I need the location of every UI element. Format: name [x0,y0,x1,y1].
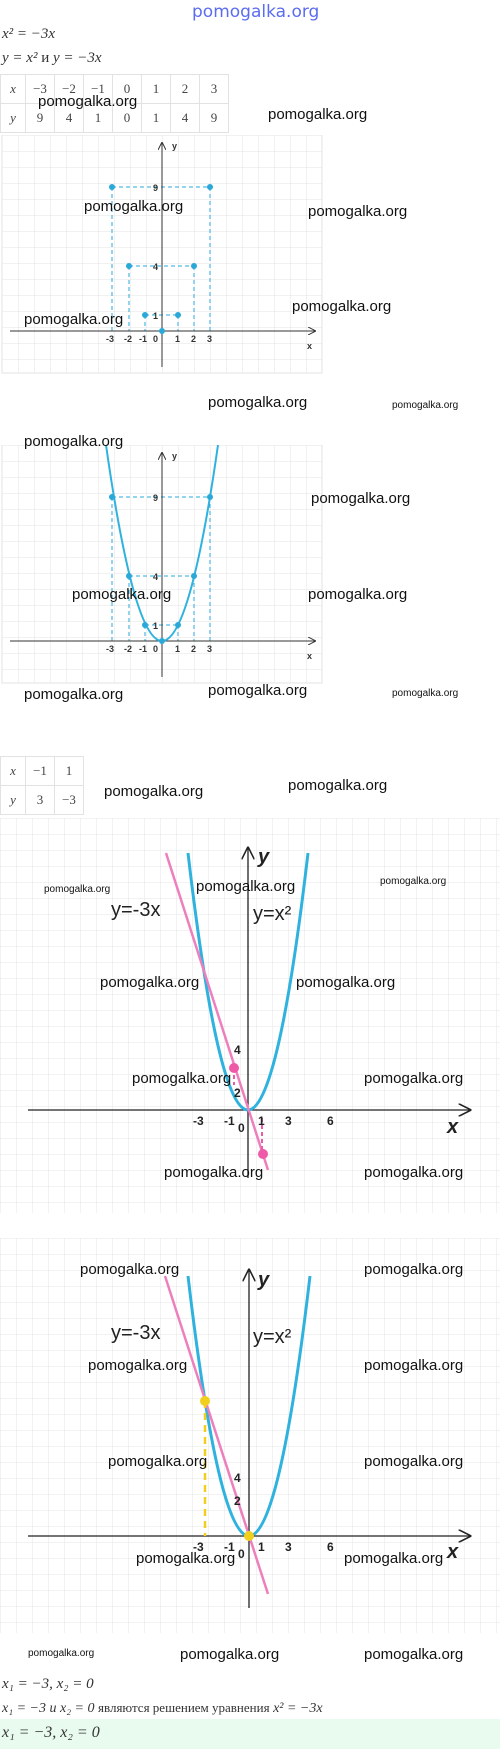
tick-label: 3 [207,644,213,654]
tick-label: 0 [238,1121,245,1135]
table-cell: 9 [26,104,55,133]
watermark: pomogalka.org [38,93,138,110]
tick-label: 3 [207,334,213,344]
table-row [1,757,84,786]
watermark: pomogalka.org [108,1453,208,1470]
table-cell: 3 [200,75,229,104]
watermark: pomogalka.org [28,1648,95,1659]
tick-label: 0 [153,644,159,654]
tick-label: -2 [124,334,133,344]
watermark: pomogalka.org [364,1646,464,1663]
tick-label: 1 [153,311,159,321]
watermark: pomogalka.org [24,311,124,328]
watermark: pomogalka.org [308,203,408,220]
axis-label-y: y [258,1269,270,1291]
tick-label: 1 [175,644,181,654]
watermark: pomogalka.org [364,1261,464,1278]
watermark: pomogalka.org [268,106,368,123]
axis-label-x: x [307,651,313,661]
watermark: pomogalka.org [84,198,184,215]
tick-label: 6 [327,1540,334,1554]
solution-roots-inline: x₁ = −3 и x₂ = 0 [2,1701,95,1716]
tick-label: 4 [153,572,159,582]
axis-label-y: y [172,451,178,461]
watermark: pomogalka.org [196,878,296,895]
tick-label: 2 [234,1086,241,1100]
table-cell: 1 [55,757,84,786]
tick-label: 1 [175,334,181,344]
watermark: pomogalka.org [311,490,411,507]
table-cell: −2 [55,75,84,104]
tick-label: 1 [258,1540,265,1554]
watermark: pomogalka.org [344,1550,444,1567]
tick-label: 2 [191,334,197,344]
functions-line [2,50,102,67]
tick-label: 0 [153,334,159,344]
watermark: pomogalka.org [208,682,308,699]
table-cell: −3 [55,786,84,815]
tick-label: 1 [153,621,159,631]
table-cell: 4 [171,104,200,133]
table-header-x: x [1,757,26,786]
table-cell: 9 [200,104,229,133]
axis-label-x: x [447,1541,459,1563]
tick-label: 1 [258,1114,265,1128]
graph-parabola-curve [0,445,325,685]
tick-label: 9 [153,493,159,503]
tick-label: -1 [224,1540,235,1554]
watermark: pomogalka.org [292,298,392,315]
watermark: pomogalka.org [80,1261,180,1278]
watermark: pomogalka.org [132,1070,232,1087]
tick-label: 9 [153,183,159,193]
function-line: y = −3x [52,50,102,66]
tick-label: 2 [191,644,197,654]
axis-label-x: x [307,341,313,351]
watermark: pomogalka.org [100,974,200,991]
watermark: pomogalka.org [44,884,111,895]
watermark: pomogalka.org [392,400,459,411]
tick-label: 2 [234,1494,241,1508]
table-header-x: x [1,75,26,104]
watermark: pomogalka.org [88,1357,188,1374]
graph-parabola-points [0,135,325,375]
equation: x² = −3x [2,26,56,42]
tick-label: 0 [238,1547,245,1561]
table-row [1,786,84,815]
watermark: pomogalka.org [296,974,396,991]
watermark: pomogalka.org [288,777,388,794]
axis-label-y: y [172,141,178,151]
watermark: pomogalka.org [208,394,308,411]
table-cell: 1 [84,104,113,133]
tick-label: 4 [234,1471,241,1485]
solution-roots: x₁ = −3, x₂ = 0 [2,1676,94,1692]
label-parabola: y=x² [253,1326,292,1348]
tick-label: -2 [124,644,133,654]
tick-label: -1 [139,644,148,654]
watermark: pomogalka.org [24,686,124,703]
tick-label: 4 [234,1043,241,1057]
table-cell: 0 [113,75,142,104]
watermark: pomogalka.org [164,1164,264,1181]
tick-label: -1 [139,334,148,344]
site-title[interactable]: pomogalka.org [192,2,320,22]
tick-label: 4 [153,262,159,272]
watermark: pomogalka.org [72,586,172,603]
solution-text: являются решением уравнения [98,1700,270,1715]
solution-statement [2,1700,323,1717]
watermark: pomogalka.org [104,783,204,800]
axis-label-x: x [447,1116,459,1138]
label-line: y=-3x [111,899,161,921]
watermark: pomogalka.org [392,688,459,699]
table-header-y: y [1,104,26,133]
label-line: y=-3x [111,1322,161,1344]
conjunction: и [41,50,50,66]
table-cell: 3 [26,786,55,815]
tick-label: 3 [285,1114,292,1128]
table-cell: −3 [26,75,55,104]
watermark: pomogalka.org [364,1453,464,1470]
table-cell: −1 [26,757,55,786]
function-parabola: y = x² [2,50,38,66]
watermark: pomogalka.org [24,433,124,450]
answer-value: x₁ = −3, x₂ = 0 [2,1724,100,1741]
graph-solution [0,1238,500,1633]
watermark: pomogalka.org [308,586,408,603]
tick-label: -1 [224,1114,235,1128]
tick-label: -3 [106,644,115,654]
watermark: pomogalka.org [136,1550,236,1567]
watermark: pomogalka.org [180,1646,280,1663]
watermark: pomogalka.org [364,1164,464,1181]
table-cell: 1 [142,104,171,133]
label-parabola: y=x² [253,903,292,925]
watermark: pomogalka.org [364,1357,464,1374]
table-cell: 2 [171,75,200,104]
watermark: pomogalka.org [364,1070,464,1087]
tick-label: -3 [193,1114,204,1128]
values-table-line [0,756,84,815]
answer-box [0,1719,500,1749]
tick-label: -3 [106,334,115,344]
table-cell: 4 [55,104,84,133]
tick-label: 3 [285,1540,292,1554]
table-cell: −1 [84,75,113,104]
solution-equation: x² = −3x [273,1701,323,1716]
tick-label: 6 [327,1114,334,1128]
table-cell: 0 [113,104,142,133]
table-header-y: y [1,786,26,815]
axis-label-y: y [258,846,270,868]
watermark: pomogalka.org [380,876,447,887]
table-cell: 1 [142,75,171,104]
tick-label: -3 [193,1540,204,1554]
